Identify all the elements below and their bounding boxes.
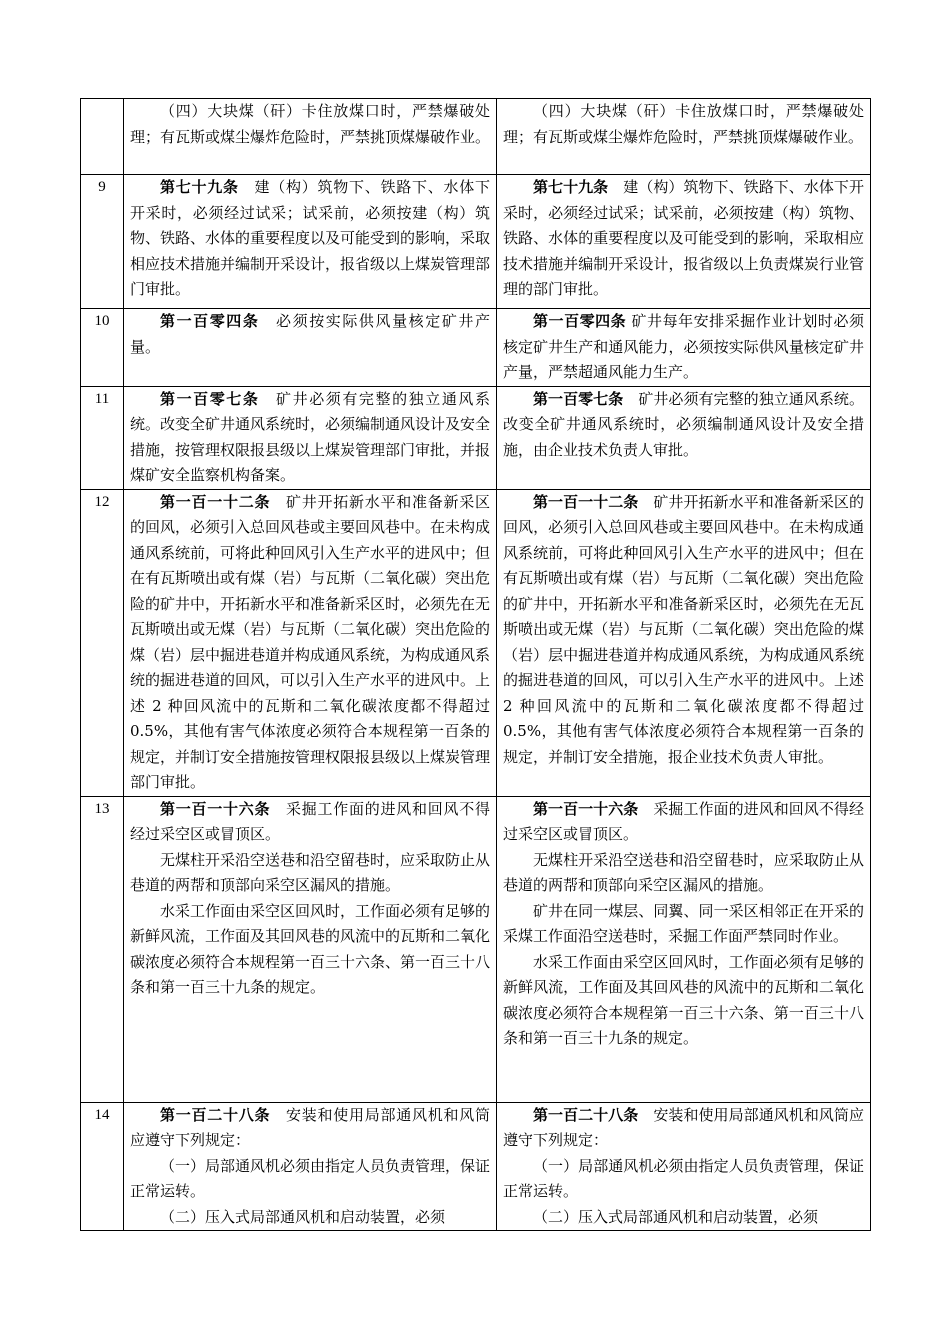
clause-text: 矿井开拓新水平和准备新采区的回风，必须引入总回风巷或主要回风巷中。在未构成通风系统前，可将此种回风引入生产水平的进风中；但在有瓦斯喷出或有煤（岩）与瓦斯（二氧化碳）突出危险的矿井中，开拓新水平和准备新采区时，必须先在无瓦斯喷出或无煤（岩）与瓦斯（二氧化碳）突出危险的煤（岩）层中掘进巷道并构成通风系统，为构成通风系统的掘进巷道的回风，可以引入生产水平的进风中。上述 2 种回风流中的瓦斯和二氧化碳浓度都不得超过 0.5%，其他有害气体浓度必须符合本规程第一百条的规定，并制订安全措施按管理权限报县级以上煤炭管理部门审批。 — [130, 492, 491, 791]
revised-clause-cell — [497, 796, 871, 1102]
clause-paragraph — [130, 1205, 490, 1231]
table-row — [81, 175, 871, 309]
original-clause-cell — [124, 796, 497, 1102]
row-number — [81, 99, 124, 175]
clause-paragraph — [130, 490, 490, 796]
clause-text: 矿井开拓新水平和准备新采区的回风，必须引入总回风巷或主要回风巷中。在未构成通风系统前，可将此种回风引入生产水平的进风中；但在有瓦斯喷出或有煤（岩）与瓦斯（二氧化碳）突出危险的矿井中，开拓新水平和准备新采区时，必须先在无瓦斯喷出或无煤（岩）与瓦斯（二氧化碳）突出危险的煤（岩）层中掘进巷道并构成通风系统，为构成通风系统的掘进巷道的回风，可以引入生产水平的进风中。上述 2 种回风流中的瓦斯和二氧化碳浓度都不得超过 0.5%，其他有害气体浓度必须符合本规程第一百条的规定，并制订安全措施，报企业技术负责人审批。 — [503, 492, 864, 766]
table-row — [81, 99, 871, 175]
article-title: 第一百零四条 — [533, 312, 627, 330]
clause-paragraph — [130, 1103, 490, 1154]
revised-clause-cell — [497, 1102, 871, 1231]
article-title: 第一百零四条 — [160, 312, 260, 330]
clause-text: 无煤柱开采沿空送巷和沿空留巷时，应采取防止从巷道的两帮和顶部向采空区漏风的措施。 — [503, 850, 864, 894]
revised-clause-cell — [497, 99, 871, 175]
revised-clause-cell — [497, 175, 871, 309]
clause-text: （一）局部通风机必须由指定人员负责管理，保证正常运转。 — [130, 1156, 491, 1200]
clause-paragraph — [130, 387, 490, 489]
clause-paragraph — [503, 99, 864, 150]
clause-paragraph — [503, 490, 864, 771]
article-title: 第一百零七条 — [533, 389, 624, 408]
comparison-table-body — [81, 99, 871, 1231]
original-clause-cell — [124, 175, 497, 309]
revised-clause-cell — [497, 386, 871, 489]
article-title: 第七十九条 — [160, 178, 239, 196]
clause-paragraph — [503, 899, 864, 950]
original-clause-cell — [124, 309, 497, 387]
clause-text: 必须按实际供风量核定矿井产量。 — [130, 312, 490, 356]
clause-paragraph — [130, 99, 490, 150]
comparison-table — [80, 98, 871, 1231]
table-row — [81, 386, 871, 489]
table-row — [81, 1102, 871, 1231]
clause-paragraph — [503, 1205, 864, 1231]
clause-text: 水采工作面由采空区回风时，工作面必须有足够的新鲜风流，工作面及其回风巷的风流中的瓦斯和二氧化碳浓度必须符合本规程第一百三十六条、第一百三十八条和第一百三十九条的规定。 — [503, 952, 864, 1047]
clause-text: 水采工作面由采空区回风时，工作面必须有足够的新鲜风流，工作面及其回风巷的风流中的瓦斯和二氧化碳浓度必须符合本规程第一百三十六条、第一百三十八条和第一百三十九条的规定。 — [130, 901, 491, 996]
article-title: 第一百一十六条 — [533, 799, 639, 818]
clause-text: 矿井必须有完整的独立通风系统。改变全矿井通风系统时，必须编制通风设计及安全措施，按管理权限报县级以上煤炭管理部门审批，并报煤矿安全监察机构备案。 — [130, 389, 491, 484]
article-title: 第一百一十二条 — [533, 492, 639, 511]
clause-text: 采掘工作面的进风和回风不得经过采空区或冒顶区。 — [503, 799, 864, 843]
clause-paragraph — [503, 175, 864, 303]
row-number: 12 — [81, 489, 124, 796]
clause-text: 建（构）筑物下、铁路下、水体下开采时，必须经过试采；试采前，必须按建（构）筑物、铁路、水体的重要程度以及可能受到的影响，采取相应技术措施并编制开采设计，报省级以上煤炭管理部门审批。 — [130, 178, 491, 298]
clause-text: 采掘工作面的进风和回风不得经过采空区或冒顶区。 — [130, 799, 490, 843]
article-title: 第一百二十八条 — [533, 1105, 639, 1124]
clause-text: 无煤柱开采沿空送巷和沿空留巷时，应采取防止从巷道的两帮和顶部向采空区漏风的措施。 — [130, 850, 491, 894]
row-number: 14 — [81, 1102, 124, 1231]
clause-text: （一）局部通风机必须由指定人员负责管理，保证正常运转。 — [503, 1156, 864, 1200]
clause-text: （二）压入式局部通风机和启动装置，必须 — [533, 1207, 819, 1226]
clause-text: （四）大块煤（矸）卡住放煤口时，严禁爆破处理；有瓦斯或煤尘爆炸危险时，严禁挑顶煤爆破作业。 — [130, 102, 491, 146]
clause-paragraph — [130, 175, 490, 303]
revised-clause-cell — [497, 309, 871, 387]
original-clause-cell — [124, 386, 497, 489]
clause-paragraph — [130, 848, 490, 899]
clause-paragraph — [503, 797, 864, 848]
clause-text: （二）压入式局部通风机和启动装置，必须 — [160, 1207, 446, 1226]
article-title: 第一百一十六条 — [160, 799, 271, 818]
clause-paragraph — [130, 797, 490, 848]
clause-paragraph — [503, 309, 864, 386]
clause-paragraph — [503, 387, 864, 464]
table-row — [81, 489, 871, 796]
row-number: 9 — [81, 175, 124, 309]
row-number: 11 — [81, 386, 124, 489]
table-row — [81, 796, 871, 1102]
clause-paragraph — [130, 309, 490, 360]
clause-paragraph — [503, 950, 864, 1052]
article-title: 第一百零七条 — [160, 389, 260, 408]
clause-paragraph — [130, 1154, 490, 1205]
clause-text: 安装和使用局部通风机和风筒应遵守下列规定： — [130, 1105, 490, 1149]
clause-text: （四）大块煤（矸）卡住放煤口时，严禁爆破处理；有瓦斯或煤尘爆炸危险时，严禁挑顶煤爆破作业。 — [503, 102, 864, 146]
clause-paragraph — [503, 848, 864, 899]
clause-paragraph — [130, 899, 490, 1001]
original-clause-cell — [124, 99, 497, 175]
clause-text: 建（构）筑物下、铁路下、水体下开采时，必须经过试采；试采前，必须按建（构）筑物、铁路、水体的重要程度以及可能受到的影响，采取相应技术措施并编制开采设计，报省级以上负责煤炭行业管理的部门审批。 — [503, 178, 864, 298]
article-title: 第一百二十八条 — [160, 1105, 271, 1124]
clause-paragraph — [503, 1154, 864, 1205]
table-row — [81, 309, 871, 387]
original-clause-cell — [124, 489, 497, 796]
row-number: 13 — [81, 796, 124, 1102]
row-number: 10 — [81, 309, 124, 387]
clause-text: 矿井必须有完整的独立通风系统。改变全矿井通风系统时，必须编制通风设计及安全措施，由企业技术负责人审批。 — [503, 389, 864, 459]
clause-text: 矿井每年安排采掘作业计划时必须核定矿井生产和通风能力，必须按实际供风量核定矿井产量，严禁超通风能力生产。 — [503, 312, 864, 381]
clause-text: 矿井在同一煤层、同翼、同一采区相邻正在开采的采煤工作面沿空送巷时，采掘工作面严禁同时作业。 — [503, 901, 864, 945]
original-clause-cell — [124, 1102, 497, 1231]
clause-text: 安装和使用局部通风机和风筒应遵守下列规定： — [503, 1105, 864, 1149]
clause-paragraph — [503, 1103, 864, 1154]
article-title: 第七十九条 — [533, 178, 609, 196]
article-title: 第一百一十二条 — [160, 492, 271, 511]
revised-clause-cell — [497, 489, 871, 796]
